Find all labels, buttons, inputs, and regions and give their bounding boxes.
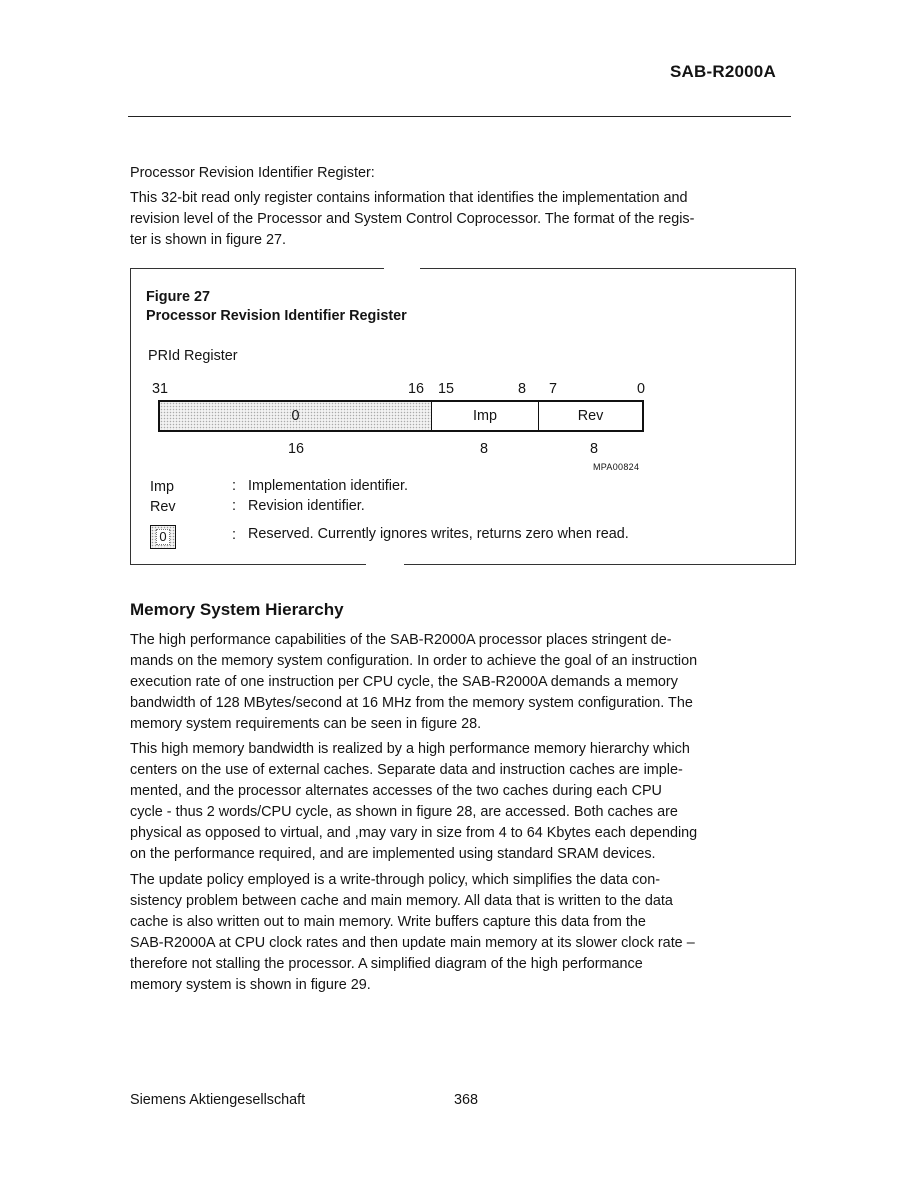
text-line: The update policy employed is a write-through policy, which simplifies the data con- bbox=[130, 872, 661, 888]
frame-gap bbox=[384, 264, 420, 272]
imp-field bbox=[432, 402, 539, 430]
intro-title: Processor Revision Identifier Register: bbox=[130, 165, 375, 181]
field-width: 16 bbox=[288, 441, 305, 457]
field-label: Imp bbox=[473, 408, 497, 424]
bit-label-16: 16 bbox=[408, 381, 425, 397]
intro-paragraph bbox=[130, 188, 795, 251]
frame-gap bbox=[366, 558, 404, 566]
reserved-field bbox=[160, 402, 432, 430]
bit-label-15: 15 bbox=[438, 381, 455, 397]
field-label: 0 bbox=[291, 408, 300, 424]
bit-label-8: 8 bbox=[518, 381, 527, 397]
text-line: cache is also written out to main memory. Write buffers capture this data from the bbox=[130, 914, 646, 930]
register-diagram bbox=[158, 400, 644, 432]
text-line: physical as opposed to virtual, and ,may vary in size from 4 to 64 Kbytes each depending bbox=[130, 825, 698, 841]
text-line: revision level of the Processor and System Control Coprocessor. The format of the regis- bbox=[130, 211, 695, 227]
bit-label-0: 0 bbox=[637, 381, 646, 397]
reserved-symbol-label: 0 bbox=[156, 529, 169, 545]
footer-company: Siemens Aktiengesellschaft bbox=[130, 1092, 306, 1108]
legend-description: Revision identifier. bbox=[248, 498, 365, 514]
paragraph bbox=[130, 870, 795, 996]
text-line: centers on the use of external caches. Separate data and instruction caches are imple- bbox=[130, 762, 683, 778]
text-line: mented, and the processor alternates accesses of the two caches during each CPU bbox=[130, 783, 662, 799]
text-line: memory system is shown in figure 29. bbox=[130, 977, 371, 993]
field-width: 8 bbox=[590, 441, 599, 457]
field-label: Rev bbox=[577, 408, 604, 424]
legend-term: Imp bbox=[150, 479, 174, 495]
legend-colon: : bbox=[232, 498, 236, 514]
text-line: sistency problem between cache and main memory. All data that is written to the data bbox=[130, 893, 673, 909]
legend-description: Reserved. Currently ignores writes, returns zero when read. bbox=[248, 526, 629, 542]
text-line: The high performance capabilities of the SAB-R2000A processor places stringent de- bbox=[130, 632, 672, 648]
header-rule bbox=[128, 116, 791, 117]
register-name: PRId Register bbox=[148, 348, 238, 364]
legend-colon: : bbox=[232, 527, 236, 543]
text-line: SAB-R2000A at CPU clock rates and then update main memory at its slower clock rate – bbox=[130, 935, 695, 951]
legend-description: Implementation identifier. bbox=[248, 478, 408, 494]
reserved-symbol bbox=[150, 525, 176, 549]
text-line: ter is shown in figure 27. bbox=[130, 232, 286, 248]
paragraph bbox=[130, 630, 795, 735]
legend-colon: : bbox=[232, 478, 236, 494]
text-line: cycle - thus 2 words/CPU cycle, as shown in figure 28, are accessed. Both caches are bbox=[130, 804, 678, 820]
bit-label-7: 7 bbox=[549, 381, 558, 397]
text-line: bandwidth of 128 MBytes/second at 16 MHz from the memory system configuration. The bbox=[130, 695, 693, 711]
document-id: SAB-R2000A bbox=[670, 62, 776, 81]
text-line: execution rate of one instruction per CPU cycle, the SAB-R2000A demands a memory bbox=[130, 674, 678, 690]
figure-number: Figure 27 bbox=[146, 289, 210, 305]
text-line: on the performance required, and are implemented using standard SRAM devices. bbox=[130, 846, 656, 862]
text-line: This high memory bandwidth is realized by a high performance memory hierarchy which bbox=[130, 741, 690, 757]
page-number: 368 bbox=[454, 1092, 479, 1108]
text-line: mands on the memory system configuration. In order to achieve the goal of an instruction bbox=[130, 653, 698, 669]
text-line: memory system requirements can be seen in figure 28. bbox=[130, 716, 482, 732]
legend-term: Rev bbox=[150, 499, 176, 515]
figure-title: Processor Revision Identifier Register bbox=[146, 308, 407, 324]
figure-caption bbox=[146, 288, 407, 326]
figure-code: MPA00824 bbox=[593, 462, 640, 472]
section-heading: Memory System Hierarchy bbox=[130, 600, 344, 619]
text-line: This 32-bit read only register contains information that identifies the implementation and bbox=[130, 190, 688, 206]
paragraph bbox=[130, 739, 795, 865]
rev-field bbox=[539, 402, 642, 430]
field-width: 8 bbox=[480, 441, 489, 457]
bit-label-31: 31 bbox=[152, 381, 169, 397]
text-line: therefore not stalling the processor. A simplified diagram of the high performance bbox=[130, 956, 643, 972]
